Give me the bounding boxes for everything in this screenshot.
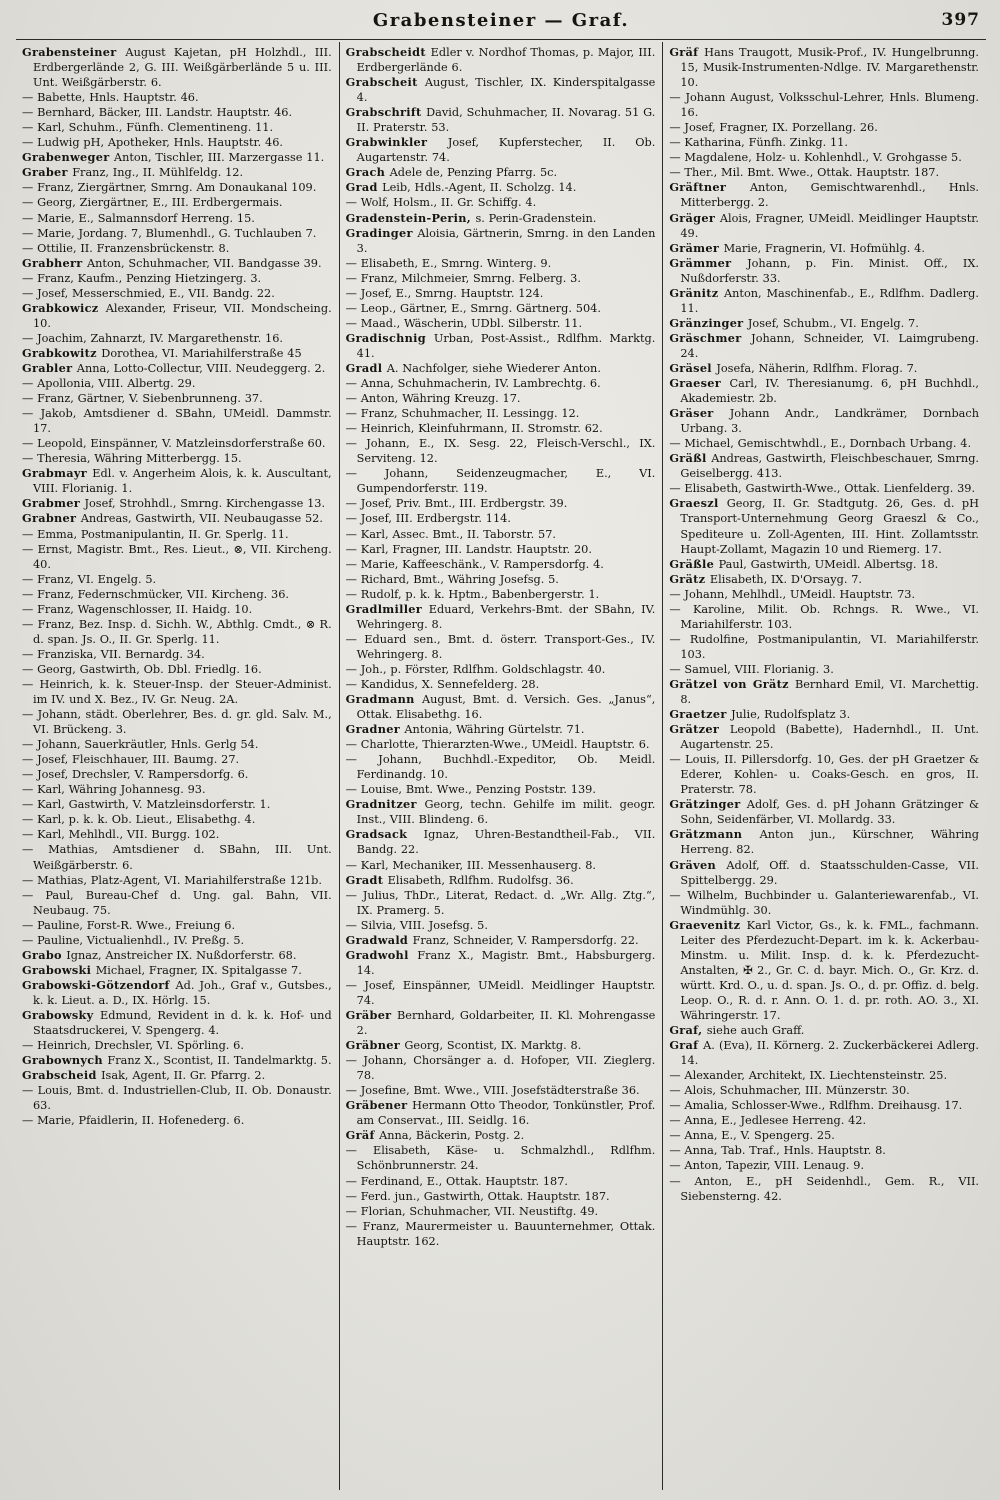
directory-entry: Gräßl Andreas, Gastwirth, Fleischbeschauer, Smrng. Geiselbergg. 413. bbox=[669, 451, 980, 481]
directory-entry: — Elisabeth, Gastwirth-Wwe., Ottak. Lienfelderg. 39. bbox=[669, 482, 976, 496]
directory-entry: Gradwohl Franz X., Magistr. Bmt., Habsburgerg. 14. bbox=[345, 947, 656, 977]
entry-surname: Grabwinkler bbox=[345, 135, 448, 150]
directory-entry: — Josef, E., Smrng. Hauptstr. 124. bbox=[345, 286, 544, 300]
entry-surname: Graevenitz bbox=[669, 917, 747, 932]
directory-entry: Grad Leib, Hdls.-Agent, II. Scholzg. 14. bbox=[345, 180, 577, 195]
directory-entry: — Louise, Bmt. Wwe., Penzing Poststr. 139. bbox=[345, 783, 596, 797]
directory-entry: — Franz, VI. Engelg. 5. bbox=[22, 572, 157, 586]
entry-surname: Gradsack bbox=[345, 827, 424, 842]
entry-surname: Gradner bbox=[345, 722, 405, 737]
directory-entry: — Marie, Pfaidlerin, II. Hofenederg. 6. bbox=[22, 1114, 245, 1128]
entry-surname: Gradinger bbox=[345, 225, 418, 240]
directory-entry: — Wolf, Holsm., II. Gr. Schiffg. 4. bbox=[345, 196, 537, 210]
entry-surname: Graeser bbox=[669, 376, 730, 391]
directory-entry: — Apollonia, VIII. Albertg. 29. bbox=[22, 377, 196, 391]
directory-column bbox=[339, 42, 663, 1490]
entry-surname: Grabscheit bbox=[345, 75, 425, 90]
directory-entry: — Josef, Einspänner, UMeidl. Meidlinger Hauptstr. 74. bbox=[345, 978, 656, 1007]
entry-surname: Grach bbox=[345, 165, 390, 180]
entry-surname: Graf bbox=[669, 1038, 704, 1053]
directory-entry: — Franziska, VII. Bernardg. 34. bbox=[22, 647, 205, 661]
entry-surname: Grabensteiner bbox=[22, 45, 126, 59]
directory-entry: Gradt Elisabeth, Rdlfhm. Rudolfsg. 36. bbox=[345, 872, 574, 887]
directory-entry: — Louis, Bmt. d. Industriellen-Club, II. Ob. Donaustr. 63. bbox=[22, 1084, 332, 1113]
directory-entry: — Karl, Gastwirth, V. Matzleinsdorferstr. 1. bbox=[22, 798, 271, 812]
directory-entry: — Rudolfine, Postmanipulantin, VI. Mariahilferstr. 103. bbox=[669, 632, 980, 661]
directory-entry: Grabowski-Götzendorf Ad. Joh., Graf v., Gutsbes., k. k. Lieut. a. D., IX. Hörlg. 15. bbox=[22, 977, 332, 1007]
directory-entry: — Ernst, Magistr. Bmt., Res. Lieut., ⊗, VII. Kircheng. 40. bbox=[22, 542, 332, 571]
entry-surname: Grämmer bbox=[669, 255, 748, 270]
directory-entry: Gräf Hans Traugott, Musik-Prof., IV. Hungelbrunng. 15, Musik-Instrumenten-Ndlge. IV. Margarethenstr. 10. bbox=[669, 45, 980, 90]
directory-entry: Graeszl Georg, II. Gr. Stadtgutg. 26, Ges. d. pH Transport-Unternehmung Georg Graeszl & Co., Spediteure u. Zoll-Agenten, III. Hint. Zollamtsstr. Haupt-Zollamt, Magazin 10 und Riemerg. 17. bbox=[669, 496, 980, 556]
directory-entry: — Franz, Bez. Insp. d. Sichh. W., Abthlg. Cmdt., ⊗ R. d. span. Js. O., II. Gr. Sperlg. 11. bbox=[22, 617, 332, 646]
entry-surname: Grabowski-Götzendorf bbox=[22, 977, 176, 992]
directory-entry: Grabkowicz Alexander, Friseur, VII. Mondscheing. 10. bbox=[22, 300, 332, 330]
entry-surname: Gränzinger bbox=[669, 315, 748, 330]
entry-surname: Grabenweger bbox=[22, 150, 114, 165]
directory-entry: Gradischnig Urban, Post-Assist., Rdlfhm. Marktg. 41. bbox=[345, 330, 656, 360]
directory-entry: Grämer Marie, Fragnerin, VI. Hofmühlg. 4. bbox=[669, 240, 925, 255]
entry-surname: Graetzer bbox=[669, 707, 732, 722]
directory-entry: — Josef, Fragner, IX. Porzellang. 26. bbox=[669, 121, 878, 135]
directory-entry: Gränzinger Josef, Schubm., VI. Engelg. 7. bbox=[669, 315, 919, 330]
directory-entry: — Heinrich, k. k. Steuer-Insp. der Steuer-Administ. im IV. und X. Bez., IV. Gr. Neug. 2A. bbox=[22, 677, 332, 707]
directory-column bbox=[662, 42, 986, 1490]
directory-entry: — Louis, II. Pillersdorfg. 10, Ges. der pH Graetzer & Ederer, Kohlen- u. Coaks-Gesch. en gros, II. Praterstr. 78. bbox=[669, 753, 980, 797]
directory-entry: Grabownych Franz X., Scontist, II. Tandelmarktg. 5. bbox=[22, 1053, 332, 1068]
directory-entry: — Ther., Mil. Bmt. Wwe., Ottak. Hauptstr. 187. bbox=[669, 166, 940, 180]
directory-entry: — Franz, Kaufm., Penzing Hietzingerg. 3. bbox=[22, 271, 262, 285]
directory-entry: — Karl, p. k. k. Ob. Lieut., Elisabethg. 4. bbox=[22, 813, 256, 827]
directory-entry: Grabensteiner August Kajetan, pH Holzhdl., III. Erdbergerlände 2, G. III. Weißgärberlände 5 u. III. Unt. Weißgärberstr. 6. bbox=[22, 45, 332, 90]
directory-entry: Gräf Anna, Bäckerin, Postg. 2. bbox=[345, 1128, 525, 1143]
entry-surname: Grabowsky bbox=[22, 1008, 100, 1022]
directory-entry: — Elisabeth, Käse- u. Schmalzhdl., Rdlfhm. Schönbrunnerstr. 24. bbox=[345, 1144, 656, 1173]
entry-surname: Grätzer bbox=[669, 722, 730, 737]
entry-surname: Gradenstein-Perin, bbox=[345, 210, 476, 225]
directory-entry: — Johann, Buchhdl.-Expeditor, Ob. Meidl. Ferdinandg. 10. bbox=[345, 753, 656, 782]
entry-surname: Gräf bbox=[345, 1128, 380, 1143]
directory-entry: — Johann, Chorsänger a. d. Hofoper, VII. Zieglerg. 78. bbox=[345, 1054, 656, 1083]
directory-entry: — Alexander, Architekt, IX. Liechtensteinstr. 25. bbox=[669, 1069, 948, 1083]
directory-entry: — Franz, Maurermeister u. Bauunternehmer, Ottak. Hauptstr. 162. bbox=[345, 1219, 656, 1248]
directory-entry: Gradnitzer Georg, techn. Gehilfe im milit. geogr. Inst., VIII. Blindeng. 6. bbox=[345, 797, 656, 827]
directory-entry: Graetzer Julie, Rudolfsplatz 3. bbox=[669, 707, 851, 722]
directory-entry: — Kandidus, X. Sennefelderg. 28. bbox=[345, 677, 540, 691]
directory-entry: Grabowski Michael, Fragner, IX. Spitalgasse 7. bbox=[22, 962, 302, 977]
directory-entry: — Johann, Sauerkräutler, Hnls. Gerlg 54. bbox=[22, 738, 259, 752]
directory-entry: Gräftner Anton, Gemischtwarenhdl., Hnls. Mitterbergg. 2. bbox=[669, 180, 980, 210]
directory-entry: — Anton, Tapezir, VIII. Lenaug. 9. bbox=[669, 1159, 865, 1173]
directory-entry: — Josef, Priv. Bmt., III. Erdbergstr. 39. bbox=[345, 497, 568, 511]
directory-entry: — Franz, Schuhmacher, II. Lessingg. 12. bbox=[345, 407, 580, 421]
directory-entry: — Maad., Wäscherin, UDbl. Silberstr. 11. bbox=[345, 316, 583, 330]
entry-surname: Grätzel von Grätz bbox=[669, 676, 795, 691]
directory-entry: Gradmann August, Bmt. d. Versich. Ges. „Janus“, Ottak. Elisabethg. 16. bbox=[345, 692, 656, 722]
entry-surname: Gradischnig bbox=[345, 330, 434, 345]
directory-entry: Grabwinkler Josef, Kupferstecher, II. Ob. Augartenstr. 74. bbox=[345, 135, 656, 165]
directory-entry: — Johann, städt. Oberlehrer, Bes. d. gr. gld. Salv. M., VI. Brückeng. 3. bbox=[22, 708, 332, 737]
entry-surname: Gradt bbox=[345, 872, 388, 887]
entry-surname: Gräger bbox=[669, 210, 720, 225]
directory-entry: — Heinrich, Kleinfuhrmann, II. Stromstr. 62. bbox=[345, 422, 603, 436]
directory-entry: — Alois, Schuhmacher, III. Münzerstr. 30. bbox=[669, 1084, 910, 1098]
directory-entry: — Paul, Bureau-Chef d. Ung. gal. Bahn, VII. Neubaug. 75. bbox=[22, 888, 332, 917]
directory-entry: Grabmayr Edl. v. Angerheim Alois, k. k. Auscultant, VIII. Florianig. 1. bbox=[22, 466, 332, 496]
entry-surname: Gränitz bbox=[669, 285, 724, 300]
entry-surname: Gräven bbox=[669, 857, 727, 872]
directory-entry: — Franz, Milchmeier, Smrng. Felberg. 3. bbox=[345, 271, 581, 285]
directory-entry: — Jakob, Amtsdiener d. SBahn, UMeidl. Dammstr. 17. bbox=[22, 407, 332, 436]
entry-surname: Gradnitzer bbox=[345, 797, 425, 812]
directory-entry: — Johann, E., IX. Sesg. 22, Fleisch-Verschl., IX. Serviteng. 12. bbox=[345, 437, 656, 466]
entry-surname: Grabkowicz bbox=[22, 300, 106, 315]
directory-entry: Grabkowitz Dorothea, VI. Mariahilferstraße 45 bbox=[22, 345, 302, 360]
directory-entry: — Wilhelm, Buchbinder u. Galanteriewarenfab., VI. Windmühlg. 30. bbox=[669, 888, 980, 917]
directory-entry: Gräsel Josefa, Näherin, Rdlfhm. Florag. 7. bbox=[669, 360, 918, 375]
directory-entry: — Ludwig pH, Apotheker, Hnls. Hauptstr. 46. bbox=[22, 136, 284, 150]
directory-entry: Grabler Anna, Lotto-Collectur, VIII. Neudeggerg. 2. bbox=[22, 360, 326, 375]
entry-surname: Gradwohl bbox=[345, 947, 418, 962]
entry-surname: Grabscheid bbox=[22, 1068, 102, 1083]
entry-surname: Grabmer bbox=[22, 496, 85, 511]
entry-surname: Grabscheidt bbox=[345, 45, 431, 59]
directory-entry: Grämmer Johann, p. Fin. Minist. Off., IX. Nußdorferstr. 33. bbox=[669, 255, 980, 285]
directory-entry: Gradenstein-Perin, s. Perin-Gradenstein. bbox=[345, 210, 597, 225]
directory-entry: Graeser Carl, IV. Theresianumg. 6, pH Buchhdl., Akademiestr. 2b. bbox=[669, 376, 980, 406]
directory-entry: — Karl, Mechaniker, III. Messenhauserg. 8. bbox=[345, 858, 597, 872]
page-title: Grabensteiner — Graf. bbox=[372, 10, 630, 31]
directory-entry: Graf, siehe auch Graff. bbox=[669, 1023, 805, 1038]
directory-entry: — Josef, III. Erdbergstr. 114. bbox=[345, 512, 511, 526]
directory-entry: — Franz, Ziergärtner, Smrng. Am Donaukanal 109. bbox=[22, 181, 317, 195]
directory-entry: — Ottilie, II. Franzensbrückenstr. 8. bbox=[22, 241, 230, 255]
directory-entry: Gräschmer Johann, Schneider, VI. Laimgrubeng. 24. bbox=[669, 330, 979, 360]
directory-entry: Gradner Antonia, Währing Gürtelstr. 71. bbox=[345, 722, 585, 737]
directory-entry: Gradinger Aloisia, Gärtnerin, Smrng. in den Landen 3. bbox=[345, 225, 656, 255]
directory-entry: Graevenitz Karl Victor, Gs., k. k. FML., fachmann. Leiter des Pferdezucht-Depart. im k. k. Ackerbau-Minstm. u. Milit. Insp. d. k. k. Pferdezucht-Anstalten, ✠ 2., Gr. C. d. bayr. Mich. O., Gr. Krz. d. württ. Krd. O., u. d. span. Js. O., d. pr. Offiz. d. belg. Leop. O., R. d. r. Ann. O. 1. d. pr. roth. AO. 3., XI. Währingerstr. 17. bbox=[669, 917, 980, 1022]
directory-entry: Grätzmann Anton jun., Kürschner, Währing Herreng. 82. bbox=[669, 827, 980, 857]
directory-entry: — Mathias, Platz-Agent, VI. Mariahilferstraße 121b. bbox=[22, 873, 322, 887]
entry-surname: Grabler bbox=[22, 360, 77, 375]
directory-entry: Gräbner Georg, Scontist, IX. Marktg. 8. bbox=[345, 1038, 582, 1053]
directory-entry: — Josef, Fleischhauer, III. Baumg. 27. bbox=[22, 753, 240, 767]
directory-entry: — Johann August, Volksschul-Lehrer, Hnls. Blumeng. 16. bbox=[669, 91, 980, 120]
entry-surname: Grätz bbox=[669, 571, 710, 586]
directory-entry: — Anton, E., pH Seidenhdl., Gem. R., VII. Siebensterng. 42. bbox=[669, 1174, 980, 1203]
directory-entry: — Rudolf, p. k. k. Hptm., Babenbergerstr. 1. bbox=[345, 587, 600, 601]
directory-entry: Gradsack Ignaz, Uhren-Bestandtheil-Fab., VII. Bandg. 22. bbox=[345, 827, 656, 857]
directory-entry: — Leopold, Einspänner, V. Matzleinsdorferstraße 60. bbox=[22, 437, 326, 451]
entry-surname: Graeszl bbox=[669, 496, 727, 511]
directory-entry: Gräser Johann Andr., Landkrämer, Dornbach Urbang. 3. bbox=[669, 406, 980, 436]
directory-entry: — Franz, Wagenschlosser, II. Haidg. 10. bbox=[22, 602, 253, 616]
directory-entry: Grabmer Josef, Strohhdl., Smrng. Kirchengasse 13. bbox=[22, 496, 326, 511]
directory-entry: — Heinrich, Drechsler, VI. Spörling. 6. bbox=[22, 1039, 244, 1053]
entry-surname: Gradl bbox=[345, 360, 387, 375]
directory-entry: — Michael, Gemischtwhdl., E., Dornbach Urbang. 4. bbox=[669, 437, 972, 451]
directory-entry: Grätzinger Adolf, Ges. d. pH Johann Grätzinger & Sohn, Seidenfärber, VI. Mollardg. 33. bbox=[669, 797, 980, 827]
directory-entry: Grabenweger Anton, Tischler, III. Marzergasse 11. bbox=[22, 150, 325, 165]
directory-entry: — Karl, Fragner, III. Landstr. Hauptstr. 20. bbox=[345, 542, 592, 556]
directory-entry: — Babette, Hnls. Hauptstr. 46. bbox=[22, 91, 199, 105]
directory-entry: — Leop., Gärtner, E., Smrng. Gärtnerg. 504. bbox=[345, 301, 601, 315]
entry-surname: Gräbener bbox=[345, 1098, 413, 1113]
directory-entry: — Pauline, Forst-R. Wwe., Freiung 6. bbox=[22, 918, 236, 932]
directory-entry: Gräßle Paul, Gastwirth, UMeidl. Albertsg. 18. bbox=[669, 556, 939, 571]
directory-entry: — Josef, Messerschmied, E., VII. Bandg. 22. bbox=[22, 286, 275, 300]
directory-columns bbox=[16, 42, 986, 1490]
directory-entry: Grabscheid Isak, Agent, II. Gr. Pfarrg. 2. bbox=[22, 1068, 266, 1083]
entry-surname: Gräf bbox=[669, 45, 705, 59]
directory-entry: — Magdalene, Holz- u. Kohlenhdl., V. Grohgasse 5. bbox=[669, 151, 962, 165]
directory-entry: — Julius, ThDr., Literat, Redact. d. „Wr. Allg. Ztg.“, IX. Pramerg. 5. bbox=[345, 888, 656, 917]
directory-entry: — Mathias, Amtsdiener d. SBahn, III. Unt. Weißgärberstr. 6. bbox=[22, 843, 332, 872]
entry-surname: Grabherr bbox=[22, 255, 87, 270]
directory-entry: Gräber Bernhard, Goldarbeiter, II. Kl. Mohrengasse 2. bbox=[345, 1008, 656, 1038]
directory-entry: — Anna, E., Jedlesee Herreng. 42. bbox=[669, 1114, 867, 1128]
directory-entry: — Emma, Postmanipulantin, II. Gr. Sperlg. 11. bbox=[22, 527, 289, 541]
entry-surname: Grabkowitz bbox=[22, 345, 102, 360]
directory-entry: — Marie, Kaffeeschänk., V. Rampersdorfg. 4. bbox=[345, 557, 604, 571]
directory-entry: Gradlmiller Eduard, Verkehrs-Bmt. der SBahn, IV. Wehringerg. 8. bbox=[345, 601, 656, 631]
directory-entry: — Karl, Schuhm., Fünfh. Clementineng. 11. bbox=[22, 121, 274, 135]
directory-entry: — Amalia, Schlosser-Wwe., Rdlfhm. Dreihausg. 17. bbox=[669, 1099, 963, 1113]
directory-entry: — Elisabeth, E., Smrng. Winterg. 9. bbox=[345, 256, 552, 270]
directory-entry: Grabschrift David, Schuhmacher, II. Novarag. 51 G. II. Praterstr. 53. bbox=[345, 105, 656, 135]
directory-entry: — Georg, Gastwirth, Ob. Dbl. Friedlg. 16. bbox=[22, 662, 262, 676]
directory-entry: — Karl, Assec. Bmt., II. Taborstr. 57. bbox=[345, 527, 556, 541]
entry-surname: Graf, bbox=[669, 1023, 707, 1038]
directory-entry: — Marie, Jordang. 7, Blumenhdl., G. Tuchlauben 7. bbox=[22, 226, 317, 240]
directory-entry: — Silvia, VIII. Josefsg. 5. bbox=[345, 918, 488, 932]
directory-entry: Grach Adele de, Penzing Pfarrg. 5c. bbox=[345, 165, 558, 180]
directory-entry: — Josefine, Bmt. Wwe., VIII. Josefstädterstraße 36. bbox=[345, 1084, 640, 1098]
directory-entry: — Joachim, Zahnarzt, IV. Margarethenstr. 16. bbox=[22, 331, 284, 345]
directory-entry: — Anna, Schuhmacherin, IV. Lambrechtg. 6. bbox=[345, 377, 601, 391]
directory-entry: Grätz Elisabeth, IX. D'Orsayg. 7. bbox=[669, 571, 862, 586]
entry-surname: Gräftner bbox=[669, 180, 750, 195]
page-header bbox=[16, 8, 986, 36]
entry-surname: Gradlmiller bbox=[345, 601, 429, 616]
directory-entry: — Johann, Mehlhdl., UMeidl. Hauptstr. 73. bbox=[669, 587, 916, 601]
directory-entry: Gräger Alois, Fragner, UMeidl. Meidlinger Hauptstr. 49. bbox=[669, 210, 979, 240]
directory-entry: Graber Franz, Ing., II. Mühlfeldg. 12. bbox=[22, 165, 244, 180]
entry-surname: Grabmayr bbox=[22, 466, 93, 481]
directory-entry: — Karoline, Milit. Ob. Rchngs. R. Wwe., VI. Mariahilferstr. 103. bbox=[669, 602, 980, 631]
entry-surname: Grabowski bbox=[22, 962, 96, 977]
entry-surname: Grätzmann bbox=[669, 827, 760, 842]
directory-entry: — Katharina, Fünfh. Zinkg. 11. bbox=[669, 136, 848, 150]
entry-surname: Gräber bbox=[345, 1008, 397, 1022]
directory-entry: Grätzer Leopold (Babette), Hadernhdl., II. Unt. Augartenstr. 25. bbox=[669, 722, 979, 752]
directory-entry: Grätzel von Grätz Bernhard Emil, VI. Marchettig. 8. bbox=[669, 676, 980, 707]
directory-entry: — Karl, Mehlhdl., VII. Burgg. 102. bbox=[22, 828, 220, 842]
entry-surname: Grabownych bbox=[22, 1053, 108, 1068]
directory-column bbox=[16, 42, 339, 1490]
directory-entry: — Bernhard, Bäcker, III. Landstr. Hauptstr. 46. bbox=[22, 106, 293, 120]
directory-entry: Grabowsky Edmund, Revident in d. k. k. Hof- und Staatsdruckerei, V. Spengerg. 4. bbox=[22, 1008, 332, 1038]
header-rule bbox=[16, 39, 986, 40]
directory-entry: Grabscheit August, Tischler, IX. Kinderspitalgasse 4. bbox=[345, 75, 656, 105]
page-number: 397 bbox=[941, 10, 980, 30]
directory-entry: — Anton, Währing Kreuzg. 17. bbox=[345, 392, 521, 406]
entry-surname: Grad bbox=[345, 180, 383, 195]
directory-entry: — Franz, Gärtner, V. Siebenbrunneng. 37. bbox=[22, 392, 263, 406]
directory-entry: Gradwald Franz, Schneider, V. Rampersdorfg. 22. bbox=[345, 932, 639, 947]
entry-surname: Graber bbox=[22, 165, 73, 180]
directory-entry: — Karl, Währing Johannesg. 93. bbox=[22, 783, 206, 797]
directory-entry: — Georg, Ziergärtner, E., III. Erdbergermais. bbox=[22, 196, 283, 210]
directory-entry: Graf A. (Eva), II. Körnerg. 2. Zuckerbäckerei Adlerg. 14. bbox=[669, 1038, 979, 1068]
directory-entry: — Johann, Seidenzeugmacher, E., VI. Gumpendorferstr. 119. bbox=[345, 467, 656, 496]
entry-surname: Grabo bbox=[22, 947, 67, 962]
directory-entry: — Pauline, Victualienhdl., IV. Preßg. 5. bbox=[22, 933, 245, 947]
directory-entry: — Florian, Schuhmacher, VII. Neustiftg. 49. bbox=[345, 1204, 599, 1218]
directory-entry: — Joh., p. Förster, Rdlfhm. Goldschlagstr. 40. bbox=[345, 662, 606, 676]
directory-entry: Grabner Andreas, Gastwirth, VII. Neubaugasse 52. bbox=[22, 511, 323, 526]
directory-entry: — Charlotte, Thierarzten-Wwe., UMeidl. Hauptstr. 6. bbox=[345, 738, 650, 752]
entry-surname: Gräsel bbox=[669, 360, 717, 375]
entry-surname: Gräßle bbox=[669, 556, 719, 571]
entry-surname: Gradmann bbox=[345, 692, 422, 707]
directory-entry: — Josef, Drechsler, V. Rampersdorfg. 6. bbox=[22, 768, 249, 782]
entry-surname: Gräser bbox=[669, 406, 730, 421]
directory-entry: — Marie, E., Salmannsdorf Herreng. 15. bbox=[22, 211, 255, 225]
directory-entry: — Richard, Bmt., Währing Josefsg. 5. bbox=[345, 572, 559, 586]
entry-surname: Grämer bbox=[669, 240, 724, 255]
directory-entry: — Anna, E., V. Spengerg. 25. bbox=[669, 1129, 835, 1143]
directory-entry: Grabherr Anton, Schuhmacher, VII. Bandgasse 39. bbox=[22, 255, 322, 270]
directory-entry: — Eduard sen., Bmt. d. österr. Transport-Ges., IV. Wehringerg. 8. bbox=[345, 632, 656, 661]
directory-entry: Gräbener Hermann Otto Theodor, Tonkünstler, Prof. am Conservat., III. Seidlg. 16. bbox=[345, 1098, 656, 1128]
directory-entry: Gräven Adolf, Off. d. Staatsschulden-Casse, VII. Spittelbergg. 29. bbox=[669, 857, 980, 887]
entry-surname: Grabner bbox=[22, 511, 81, 526]
directory-entry: Gradl A. Nachfolger, siehe Wiederer Anton. bbox=[345, 360, 601, 375]
directory-entry: — Samuel, VIII. Florianig. 3. bbox=[669, 662, 834, 676]
directory-entry: — Ferd. jun., Gastwirth, Ottak. Hauptstr. 187. bbox=[345, 1189, 610, 1203]
directory-entry: Gränitz Anton, Maschinenfab., E., Rdlfhm. Dadlerg. 11. bbox=[669, 285, 980, 315]
entry-surname: Grätzinger bbox=[669, 797, 747, 812]
entry-surname: Gräschmer bbox=[669, 330, 752, 345]
entry-surname: Grabschrift bbox=[345, 105, 427, 120]
directory-entry: — Theresia, Währing Mitterbergg. 15. bbox=[22, 452, 242, 466]
directory-entry: — Ferdinand, E., Ottak. Hauptstr. 187. bbox=[345, 1174, 568, 1188]
directory-entry: — Anna, Tab. Traf., Hnls. Hauptstr. 8. bbox=[669, 1144, 886, 1158]
entry-surname: Gradwald bbox=[345, 932, 413, 947]
entry-surname: Gräßl bbox=[669, 451, 712, 466]
directory-entry: — Franz, Federnschmücker, VII. Kircheng. 36. bbox=[22, 587, 290, 601]
directory-entry: Grabo Ignaz, Anstreicher IX. Nußdorferstr. 68. bbox=[22, 947, 297, 962]
directory-entry: Grabscheidt Edler v. Nordhof Thomas, p. Major, III. Erdbergerlände 6. bbox=[345, 45, 656, 75]
entry-surname: Gräbner bbox=[345, 1038, 405, 1053]
